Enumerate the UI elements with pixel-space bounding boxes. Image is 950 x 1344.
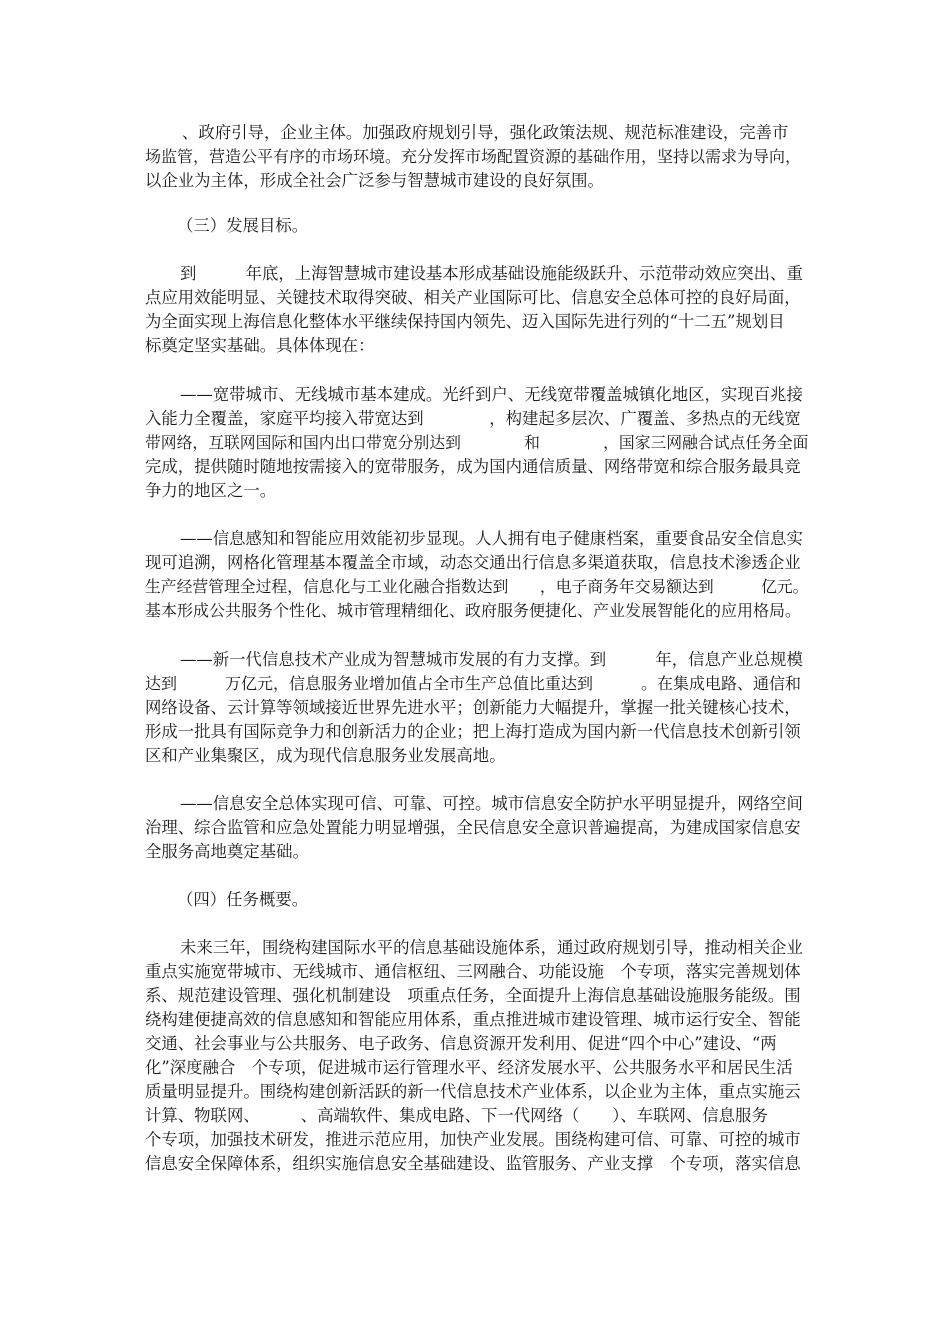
text-line: 现可追溯，网格化管理基本覆盖全市域，动态交通出行信息多渠道获取，信息技术渗透企业 — [145, 553, 801, 572]
text-line: 标奠定坚实基础。具体体现在： — [145, 336, 375, 355]
text-line: 点应用效能明显、关键技术取得突破、相关产业国际可比、信息安全总体可控的良好局面， — [145, 288, 801, 307]
text-line: 治理、综合监管和应急处置能力明显增强，全民信息安全意识普遍提高，为建成国家信息安 — [145, 818, 801, 837]
text-line: 重点实施宽带城市、无线城市、通信枢纽、三网融合、功能设施 个专项，落实完善规划体 — [145, 962, 801, 981]
text-line: 场监管，营造公平有序的市场环境。充分发挥市场配置资源的基础作用，坚持以需求为导向， — [145, 147, 802, 166]
text-line: 系、规范建设管理、强化机制建设 项重点任务，全面提升上海信息基础设施服务能级。围 — [145, 986, 801, 1005]
text-line: ——新一代信息技术产业成为智慧城市发展的有力支撑。到 年，信息产业总规模 — [180, 650, 803, 669]
text-line: 质量明显提升。围绕构建创新活跃的新一代信息技术产业体系，以企业为主体，重点实施云 — [145, 1082, 801, 1101]
text-line: 到 年底，上海智慧城市建设基本形成基础设施能级跃升、示范带动效应突出、重 — [180, 264, 803, 283]
text-line: 达到 万亿元，信息服务业增加值占全市生产总值比重达到 。在集成电路、通信和 — [145, 674, 802, 693]
text-line: 为全面实现上海信息化整体水平继续保持国内领先、迈入国际先进行列的“十二五”规划目 — [145, 312, 785, 331]
text-line: 个专项，加强技术研发，推进示范应用，加快产业发展。围绕构建可信、可靠、可控的城市 — [145, 1130, 801, 1149]
text-line: 计算、物联网、 、高端软件、集成电路、下一代网络（ ）、车联网、信息服务 — [145, 1106, 768, 1125]
text-line: ——信息感知和智能应用效能初步显现。人人拥有电子健康档案，重要食品安全信息实 — [180, 529, 803, 548]
text-line: 全服务高地奠定基础。 — [145, 842, 309, 861]
section-heading: （三）发展目标。 — [177, 216, 309, 235]
text-line: 绕构建便捷高效的信息感知和智能应用体系，重点推进城市建设管理、城市运行安全、智能 — [145, 1010, 801, 1029]
text-line: 、政府引导，企业主体。加强政府规划引导，强化政策法规、规范标准建设，完善市 — [182, 123, 789, 142]
text-line: ——宽带城市、无线城市基本建成。光纤到户、无线宽带覆盖城镇化地区，实现百兆接 — [180, 385, 803, 404]
text-line: 信息安全保障体系，组织实施信息安全基础建设、监管服务、产业支撑 个专项，落实信息 — [145, 1154, 801, 1173]
text-line: 网络设备、云计算等领域接近世界先进水平；创新能力大幅提升，掌握一批关键核心技术， — [145, 698, 801, 717]
section-heading: （四）任务概要。 — [177, 890, 309, 909]
text-line: 未来三年，围绕构建国际水平的信息基础设施体系，通过政府规划引导，推动相关企业 — [180, 938, 803, 957]
text-line: 以企业为主体，形成全社会广泛参与智慧城市建设的良好氛围。 — [145, 171, 604, 190]
text-line: 基本形成公共服务个性化、城市管理精细化、政府服务便捷化、产业发展智能化的应用格局。 — [145, 601, 802, 620]
text-line: 交通、社会事业与公共服务、电子政务、信息资源开发利用、促进“四个中心”建设、“两 — [145, 1034, 777, 1053]
text-line: 入能力全覆盖，家庭平均接入带宽达到 ，构建起多层次、广覆盖、多热点的无线宽 — [145, 409, 801, 428]
text-line: 带网络，互联网国际和国内出口带宽分别达到 和 ，国家三网融合试点任务全面 — [145, 433, 809, 452]
text-line: ——信息安全总体实现可信、可靠、可控。城市信息安全防护水平明显提升，网络空间 — [180, 794, 803, 813]
text-line: 生产经营管理全过程，信息化与工业化融合指数达到 ，电子商务年交易额达到 亿元。 — [145, 577, 809, 596]
text-line: 化”深度融合 个专项，促进城市运行管理水平、经济发展水平、公共服务水平和居民生活 — [145, 1058, 793, 1077]
text-line: 形成一批具有国际竞争力和创新活力的企业；把上海打造成为国内新一代信息技术创新引领 — [145, 722, 801, 741]
text-line: 完成，提供随时随地按需接入的宽带服务，成为国内通信质量、网络带宽和综合服务最具竞 — [145, 457, 801, 476]
text-line: 争力的地区之一。 — [145, 481, 277, 500]
text-line: 区和产业集聚区，成为现代信息服务业发展高地。 — [145, 746, 506, 765]
